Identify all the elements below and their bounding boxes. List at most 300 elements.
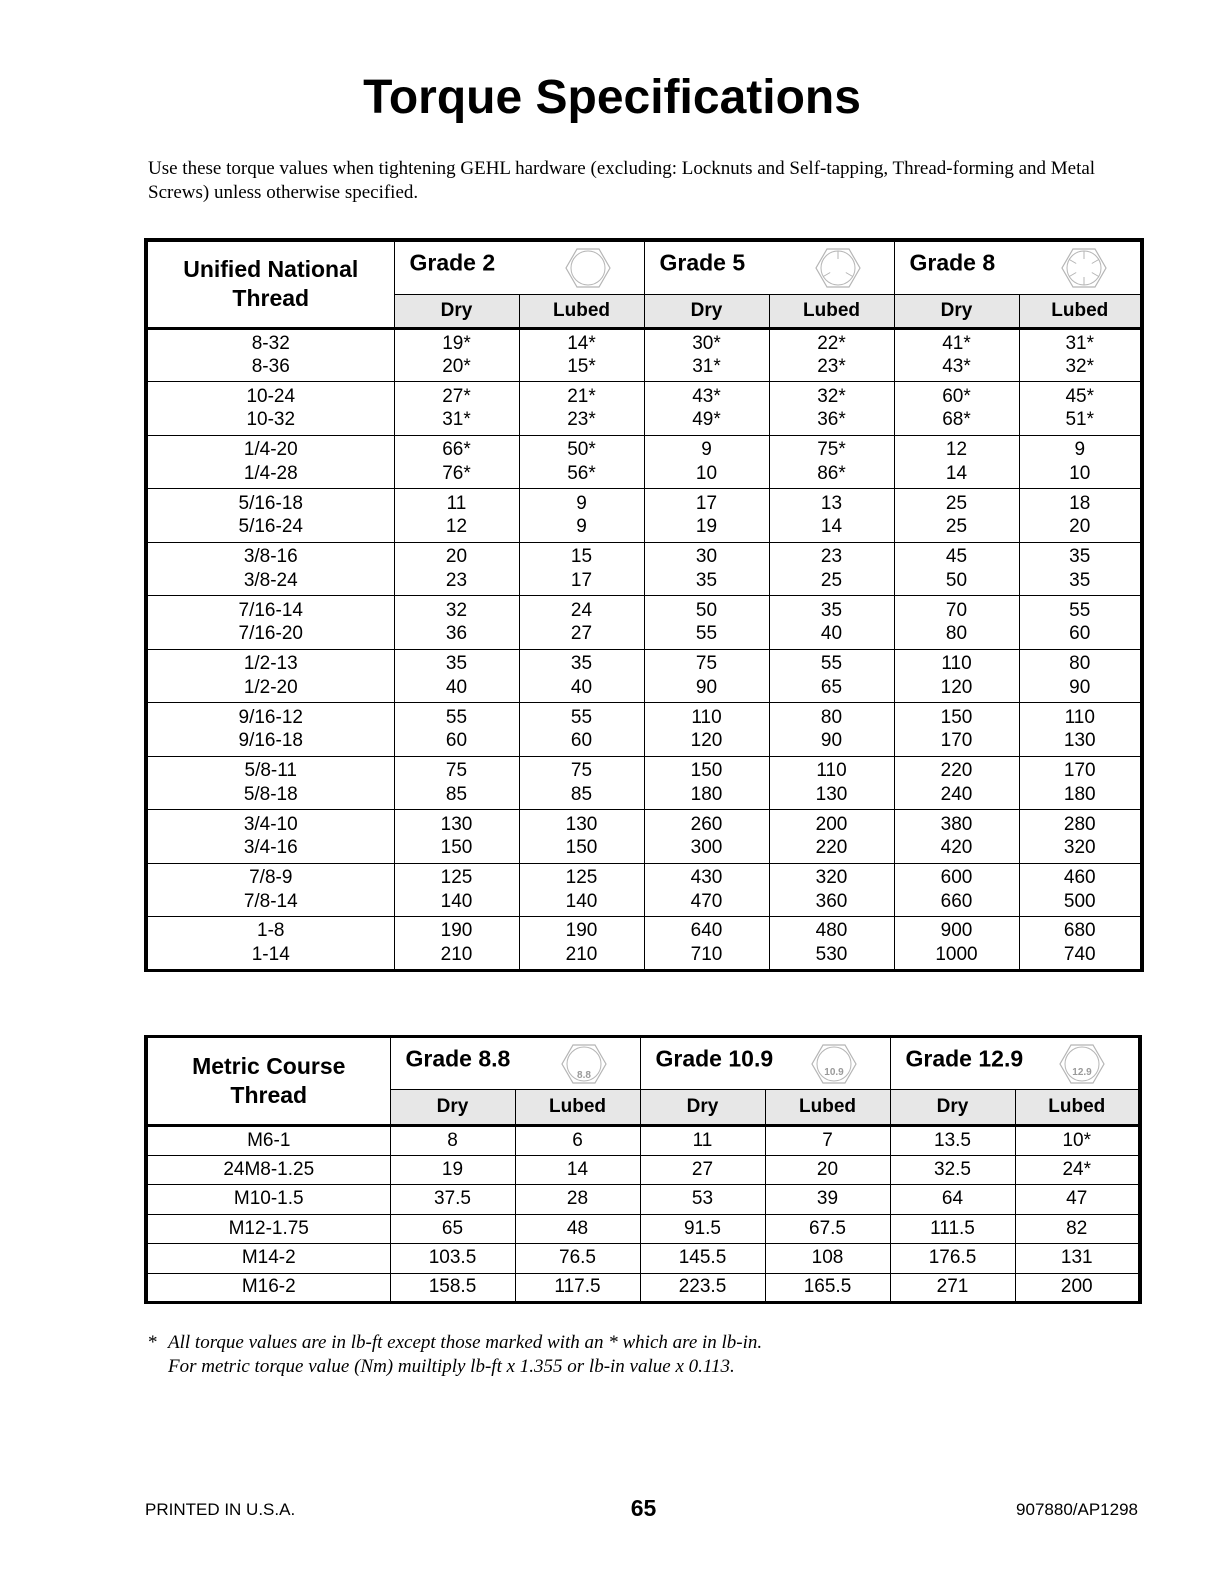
- torque-value: 10: [1069, 462, 1091, 484]
- torque-value: 24*: [1015, 1155, 1140, 1185]
- table-row: [146, 489, 1142, 543]
- torque-value: 12: [445, 516, 468, 538]
- thread-size: 7/8-9: [249, 867, 293, 889]
- torque-value-cell: [769, 596, 894, 650]
- torque-value-cell: [644, 542, 769, 596]
- torque-value: 900: [940, 920, 973, 942]
- torque-value-cell: [519, 328, 644, 382]
- torque-value: 56*: [567, 462, 596, 484]
- torque-value: 25: [945, 492, 968, 514]
- torque-value-cell: [394, 649, 519, 703]
- torque-value-cell: [769, 489, 894, 543]
- grade-5-label: Grade 5: [659, 249, 746, 276]
- thread-size: 1-8: [257, 920, 285, 942]
- torque-value-cell: [644, 810, 769, 864]
- torque-value: 23*: [567, 409, 596, 431]
- torque-value: 51*: [1065, 409, 1095, 431]
- torque-value: 190: [440, 920, 473, 942]
- metric-torque-table: [144, 1035, 1142, 1304]
- torque-value-cell: [894, 542, 1019, 596]
- grade-12-9-label: Grade 12.9: [905, 1045, 1024, 1071]
- table-row: [146, 756, 1142, 810]
- subheader-grade10.9-dry: Dry: [640, 1090, 765, 1126]
- torque-value: 14: [515, 1155, 640, 1185]
- subheader-grade8.8-lubed: Lubed: [515, 1090, 640, 1126]
- grade-2-header: [394, 240, 644, 294]
- table-row: [146, 596, 1142, 650]
- torque-value: 19: [695, 516, 718, 538]
- torque-value: 65: [820, 676, 843, 698]
- torque-value-cell: [894, 328, 1019, 382]
- hex-bolt-head-no-marks-icon: [564, 245, 612, 291]
- footnote-line2: For metric torque value (Nm) muiltiply lb-ft x 1.355 or lb-in value x 0.113.: [168, 1356, 735, 1377]
- torque-value: 50: [945, 569, 968, 591]
- torque-value-cell: [1019, 917, 1142, 971]
- thread-size-cell: [146, 382, 394, 436]
- torque-value: 30*: [692, 332, 721, 354]
- torque-value-cell: [644, 489, 769, 543]
- torque-value: 660: [940, 890, 973, 912]
- unc-table-body: [146, 328, 1142, 970]
- table-row: [146, 810, 1142, 864]
- torque-value: 200: [1060, 1276, 1093, 1298]
- thread-size: 1/4-28: [243, 462, 298, 484]
- torque-value: 49*: [692, 409, 721, 431]
- thread-size-cell: [146, 489, 394, 543]
- torque-value: 130: [1063, 730, 1096, 752]
- thread-size-cell: [146, 328, 394, 382]
- torque-value: 41*: [942, 332, 971, 354]
- torque-value: 70: [945, 599, 968, 621]
- torque-value-cell: [769, 810, 894, 864]
- torque-value: 10*: [1015, 1126, 1140, 1156]
- torque-value: 223.5: [640, 1273, 765, 1303]
- torque-value: 18: [1069, 492, 1091, 514]
- torque-value: 145.5: [640, 1244, 765, 1274]
- torque-value: 430: [690, 867, 723, 889]
- torque-value: 9: [576, 516, 587, 538]
- torque-value: 27: [640, 1155, 765, 1185]
- table-row: [146, 328, 1142, 382]
- subheader-grade2-lubed: Lubed: [519, 294, 644, 328]
- torque-value: 150: [940, 706, 973, 728]
- torque-value: 480: [815, 920, 848, 942]
- grade-8-8-header: [390, 1037, 640, 1090]
- torque-value: 360: [815, 890, 848, 912]
- hex-bolt-head-six-marks-icon: [1060, 245, 1108, 291]
- torque-value: 45*: [1065, 385, 1095, 407]
- torque-value: 32*: [1065, 356, 1095, 378]
- torque-value: 14: [945, 462, 968, 484]
- torque-value-cell: [519, 596, 644, 650]
- unc-torque-table: [144, 238, 1144, 972]
- torque-value: 7: [765, 1126, 890, 1156]
- torque-value-cell: [769, 542, 894, 596]
- torque-value: 600: [940, 867, 973, 889]
- torque-value: 60: [445, 730, 468, 752]
- torque-value: 75*: [817, 439, 846, 461]
- torque-value: 35: [1069, 569, 1091, 591]
- torque-value: 131: [1015, 1244, 1140, 1274]
- torque-value-cell: [394, 382, 519, 436]
- torque-value: 47: [1015, 1185, 1140, 1215]
- torque-value-cell: [894, 382, 1019, 436]
- torque-value: 28: [515, 1185, 640, 1215]
- metric-table-title: [146, 1037, 390, 1126]
- grade-8-8-mark: 8.8: [576, 1069, 591, 1081]
- torque-value: 110: [1064, 706, 1095, 728]
- torque-value: 35: [695, 569, 718, 591]
- torque-value-cell: [769, 917, 894, 971]
- torque-value: 220: [815, 837, 848, 859]
- torque-value-cell: [394, 328, 519, 382]
- torque-value: 60*: [942, 385, 971, 407]
- torque-value: 76.5: [515, 1244, 640, 1274]
- thread-size: 8-32: [251, 332, 290, 354]
- torque-value: 31*: [442, 409, 471, 431]
- thread-size: 3/4-16: [243, 837, 298, 859]
- torque-value: 39: [765, 1185, 890, 1215]
- torque-value-cell: [894, 649, 1019, 703]
- thread-size: 10-24: [246, 385, 296, 407]
- torque-value-cell: [894, 756, 1019, 810]
- table-row: [146, 1126, 1140, 1156]
- thread-size: M12-1.75: [146, 1214, 390, 1244]
- page-title: Torque Specifications: [363, 71, 861, 124]
- torque-value: 19*: [442, 332, 471, 354]
- torque-value: 9: [1074, 439, 1086, 461]
- thread-size: 7/16-20: [238, 623, 303, 645]
- torque-value: 25: [820, 569, 843, 591]
- torque-value: 27: [570, 623, 593, 645]
- subheader-grade10.9-lubed: Lubed: [765, 1090, 890, 1126]
- thread-size-cell: [146, 863, 394, 917]
- table-row: [146, 917, 1142, 971]
- torque-value: 110: [816, 760, 847, 782]
- torque-value: 75: [570, 760, 593, 782]
- torque-value: 40: [570, 676, 593, 698]
- torque-value: 55: [570, 706, 593, 728]
- torque-value-cell: [394, 756, 519, 810]
- torque-value: 158.5: [390, 1273, 515, 1303]
- thread-size: M6-1: [146, 1126, 390, 1156]
- torque-value-cell: [644, 756, 769, 810]
- torque-value: 11: [640, 1126, 765, 1156]
- torque-value: 130: [815, 783, 848, 805]
- grade-2-label: Grade 2: [409, 249, 496, 276]
- torque-value: 150: [690, 760, 723, 782]
- grade-8-header: [894, 240, 1142, 294]
- table-row: [146, 703, 1142, 757]
- thread-size: 7/8-14: [243, 890, 298, 912]
- torque-value-cell: [894, 596, 1019, 650]
- torque-value: 10: [695, 462, 718, 484]
- torque-value: 53: [640, 1185, 765, 1215]
- torque-value: 470: [690, 890, 723, 912]
- torque-value: 150: [440, 837, 473, 859]
- grade-12-9-mark: 12.9: [1072, 1066, 1092, 1078]
- torque-value-cell: [1019, 489, 1142, 543]
- torque-value: 36*: [817, 409, 846, 431]
- torque-value-cell: [1019, 435, 1142, 489]
- torque-value: 680: [1063, 920, 1096, 942]
- torque-value: 90: [820, 730, 843, 752]
- torque-value: 35: [820, 599, 843, 621]
- thread-size-cell: [146, 542, 394, 596]
- torque-value: 150: [565, 837, 598, 859]
- torque-value: 140: [440, 890, 473, 912]
- metric-title-line2: Thread: [230, 1082, 308, 1108]
- torque-value-cell: [769, 382, 894, 436]
- table-row: [146, 542, 1142, 596]
- torque-value: 22*: [817, 332, 846, 354]
- torque-value: 8: [390, 1126, 515, 1156]
- torque-value: 43*: [692, 385, 721, 407]
- torque-value: 500: [1063, 890, 1096, 912]
- thread-size-cell: [146, 810, 394, 864]
- torque-value-cell: [394, 703, 519, 757]
- torque-value: 80: [1069, 653, 1091, 675]
- thread-size-cell: [146, 596, 394, 650]
- torque-value-cell: [894, 489, 1019, 543]
- table-row: [146, 863, 1142, 917]
- torque-value: 460: [1063, 867, 1096, 889]
- torque-value: 31*: [692, 356, 721, 378]
- torque-value-cell: [519, 435, 644, 489]
- torque-value: 36: [445, 623, 468, 645]
- torque-value: 120: [690, 730, 723, 752]
- torque-value: 320: [815, 867, 848, 889]
- torque-value: 67.5: [765, 1214, 890, 1244]
- torque-value-cell: [894, 917, 1019, 971]
- torque-value: 66*: [442, 439, 471, 461]
- torque-value: 110: [941, 653, 972, 675]
- torque-value: 170: [1063, 760, 1096, 782]
- torque-value: 14*: [567, 332, 596, 354]
- torque-value: 13.5: [890, 1126, 1015, 1156]
- torque-value: 20*: [442, 356, 471, 378]
- torque-value-cell: [1019, 703, 1142, 757]
- thread-size: 3/8-24: [243, 569, 298, 591]
- torque-value: 13: [820, 492, 843, 514]
- torque-value: 180: [690, 783, 723, 805]
- torque-value: 190: [565, 920, 598, 942]
- thread-size: 5/16-24: [238, 516, 303, 538]
- torque-value: 640: [690, 920, 723, 942]
- thread-size-cell: [146, 917, 394, 971]
- table-row: [146, 1185, 1140, 1215]
- subheader-grade12.9-lubed: Lubed: [1015, 1090, 1140, 1126]
- torque-value-cell: [644, 917, 769, 971]
- torque-value: 60: [1069, 623, 1091, 645]
- torque-value: 91.5: [640, 1214, 765, 1244]
- torque-value: 20: [1069, 516, 1091, 538]
- torque-value-cell: [769, 649, 894, 703]
- torque-value-cell: [644, 435, 769, 489]
- grade-10-9-mark: 10.9: [823, 1066, 844, 1078]
- unc-title-line2: Thread: [232, 285, 310, 312]
- subheader-grade8-dry: Dry: [894, 294, 1019, 328]
- torque-value-cell: [769, 863, 894, 917]
- torque-value: 37.5: [390, 1185, 515, 1215]
- hex-bolt-head-12.9-icon: [1058, 1041, 1106, 1087]
- printed-in-label: PRINTED IN U.S.A.: [145, 1500, 296, 1519]
- torque-value: 740: [1063, 943, 1096, 965]
- torque-value: 220: [940, 760, 973, 782]
- torque-value: 12: [945, 439, 968, 461]
- torque-value: 31*: [1065, 332, 1095, 354]
- torque-value-cell: [519, 489, 644, 543]
- page-number: 65: [630, 1495, 657, 1521]
- torque-value-cell: [519, 756, 644, 810]
- hex-bolt-head-10.9-icon: [810, 1041, 858, 1087]
- thread-size-cell: [146, 703, 394, 757]
- hex-bolt-head-8.8-icon: [560, 1041, 608, 1087]
- torque-value-cell: [769, 703, 894, 757]
- thread-size: 9/16-18: [238, 730, 303, 752]
- torque-value: 140: [565, 890, 598, 912]
- metric-table-body: [146, 1126, 1140, 1303]
- thread-size: 5/8-18: [243, 783, 298, 805]
- torque-value: 280: [1063, 813, 1096, 835]
- torque-value: 17: [695, 492, 718, 514]
- torque-value-cell: [644, 328, 769, 382]
- thread-size: M10-1.5: [146, 1185, 390, 1215]
- torque-value-cell: [519, 863, 644, 917]
- thread-size-cell: [146, 649, 394, 703]
- torque-value: 120: [940, 676, 973, 698]
- thread-size: 5/8-11: [244, 760, 297, 782]
- torque-value: 260: [690, 813, 723, 835]
- torque-value: 48: [515, 1214, 640, 1244]
- torque-value: 27*: [442, 385, 471, 407]
- torque-value: 50*: [567, 439, 596, 461]
- torque-value: 130: [565, 813, 598, 835]
- torque-value: 271: [890, 1273, 1015, 1303]
- torque-value: 320: [1063, 837, 1096, 859]
- document-code: 907880/AP1298: [1016, 1500, 1138, 1519]
- thread-size: 8-36: [251, 356, 290, 378]
- subheader-grade5-lubed: Lubed: [769, 294, 894, 328]
- subheader-grade2-dry: Dry: [394, 294, 519, 328]
- torque-value: 32.5: [890, 1155, 1015, 1185]
- thread-size: 1/2-13: [243, 653, 298, 675]
- torque-value: 32: [445, 599, 468, 621]
- torque-value: 21*: [567, 385, 596, 407]
- torque-value: 24: [570, 599, 593, 621]
- torque-value: 200: [815, 813, 848, 835]
- torque-value: 23: [820, 546, 843, 568]
- torque-value: 90: [695, 676, 718, 698]
- torque-value: 15: [570, 546, 593, 568]
- torque-value: 55: [820, 653, 843, 675]
- thread-size-cell: [146, 756, 394, 810]
- torque-value: 110: [691, 706, 722, 728]
- thread-size-cell: [146, 435, 394, 489]
- torque-value: 240: [940, 783, 973, 805]
- table-row: [146, 1214, 1140, 1244]
- thread-size: 5/16-18: [238, 492, 303, 514]
- torque-value: 15*: [567, 356, 596, 378]
- torque-value: 19: [390, 1155, 515, 1185]
- torque-value: 20: [445, 546, 468, 568]
- torque-value: 90: [1069, 676, 1091, 698]
- torque-value: 180: [1063, 783, 1096, 805]
- torque-value: 11: [446, 492, 467, 514]
- torque-value-cell: [519, 542, 644, 596]
- torque-value-cell: [394, 489, 519, 543]
- torque-value: 45: [945, 546, 968, 568]
- torque-value-cell: [394, 917, 519, 971]
- grade-8-label: Grade 8: [909, 249, 996, 276]
- torque-value-cell: [769, 328, 894, 382]
- footnote-asterisk: *: [148, 1332, 158, 1353]
- torque-value: 165.5: [765, 1273, 890, 1303]
- unc-title-line1: Unified National: [183, 256, 359, 283]
- torque-value: 60: [570, 730, 593, 752]
- torque-value-cell: [1019, 542, 1142, 596]
- torque-value-cell: [769, 435, 894, 489]
- torque-value-cell: [894, 810, 1019, 864]
- torque-value-cell: [519, 382, 644, 436]
- torque-value: 1000: [935, 943, 978, 965]
- torque-value: 76*: [442, 462, 471, 484]
- torque-value-cell: [644, 596, 769, 650]
- torque-value: 111.5: [890, 1214, 1015, 1244]
- torque-value: 710: [690, 943, 723, 965]
- grade-10-9-label: Grade 10.9: [655, 1045, 774, 1071]
- torque-value: 35: [570, 653, 593, 675]
- footnote: [148, 1331, 762, 1379]
- torque-value-cell: [894, 703, 1019, 757]
- torque-value-cell: [644, 863, 769, 917]
- torque-value: 170: [940, 730, 973, 752]
- torque-value: 6: [515, 1126, 640, 1156]
- torque-value: 80: [945, 623, 968, 645]
- torque-value: 30: [695, 546, 718, 568]
- torque-value: 117.5: [515, 1273, 640, 1303]
- thread-size: 1-14: [251, 943, 290, 965]
- torque-value-cell: [1019, 596, 1142, 650]
- subheader-grade12.9-dry: Dry: [890, 1090, 1015, 1126]
- table-row: [146, 435, 1142, 489]
- intro-paragraph: Use these torque values when tightening GEHL hardware (excluding: Locknuts and Self-tapping, Thread-forming and Metal Screws) unless otherwise specified.: [148, 158, 1096, 203]
- torque-value: 20: [765, 1155, 890, 1185]
- thread-size: 3/4-10: [243, 813, 298, 835]
- thread-size: 1/4-20: [243, 439, 298, 461]
- torque-value: 17: [570, 569, 593, 591]
- torque-value: 68*: [942, 409, 971, 431]
- torque-value-cell: [644, 649, 769, 703]
- torque-value: 108: [765, 1244, 890, 1274]
- thread-size: 9/16-12: [238, 706, 303, 728]
- torque-value: 35: [1069, 546, 1091, 568]
- torque-value: 85: [445, 783, 468, 805]
- torque-value: 380: [940, 813, 973, 835]
- torque-value: 125: [565, 867, 598, 889]
- torque-value: 40: [445, 676, 468, 698]
- torque-value-cell: [894, 863, 1019, 917]
- torque-value-cell: [1019, 328, 1142, 382]
- torque-value-cell: [1019, 382, 1142, 436]
- torque-value: 9: [701, 439, 712, 461]
- thread-size: 7/16-14: [238, 599, 303, 621]
- torque-value: 210: [565, 943, 598, 965]
- grade-5-header: [644, 240, 894, 294]
- table-row: [146, 1155, 1140, 1185]
- torque-value-cell: [644, 703, 769, 757]
- table-row: [146, 649, 1142, 703]
